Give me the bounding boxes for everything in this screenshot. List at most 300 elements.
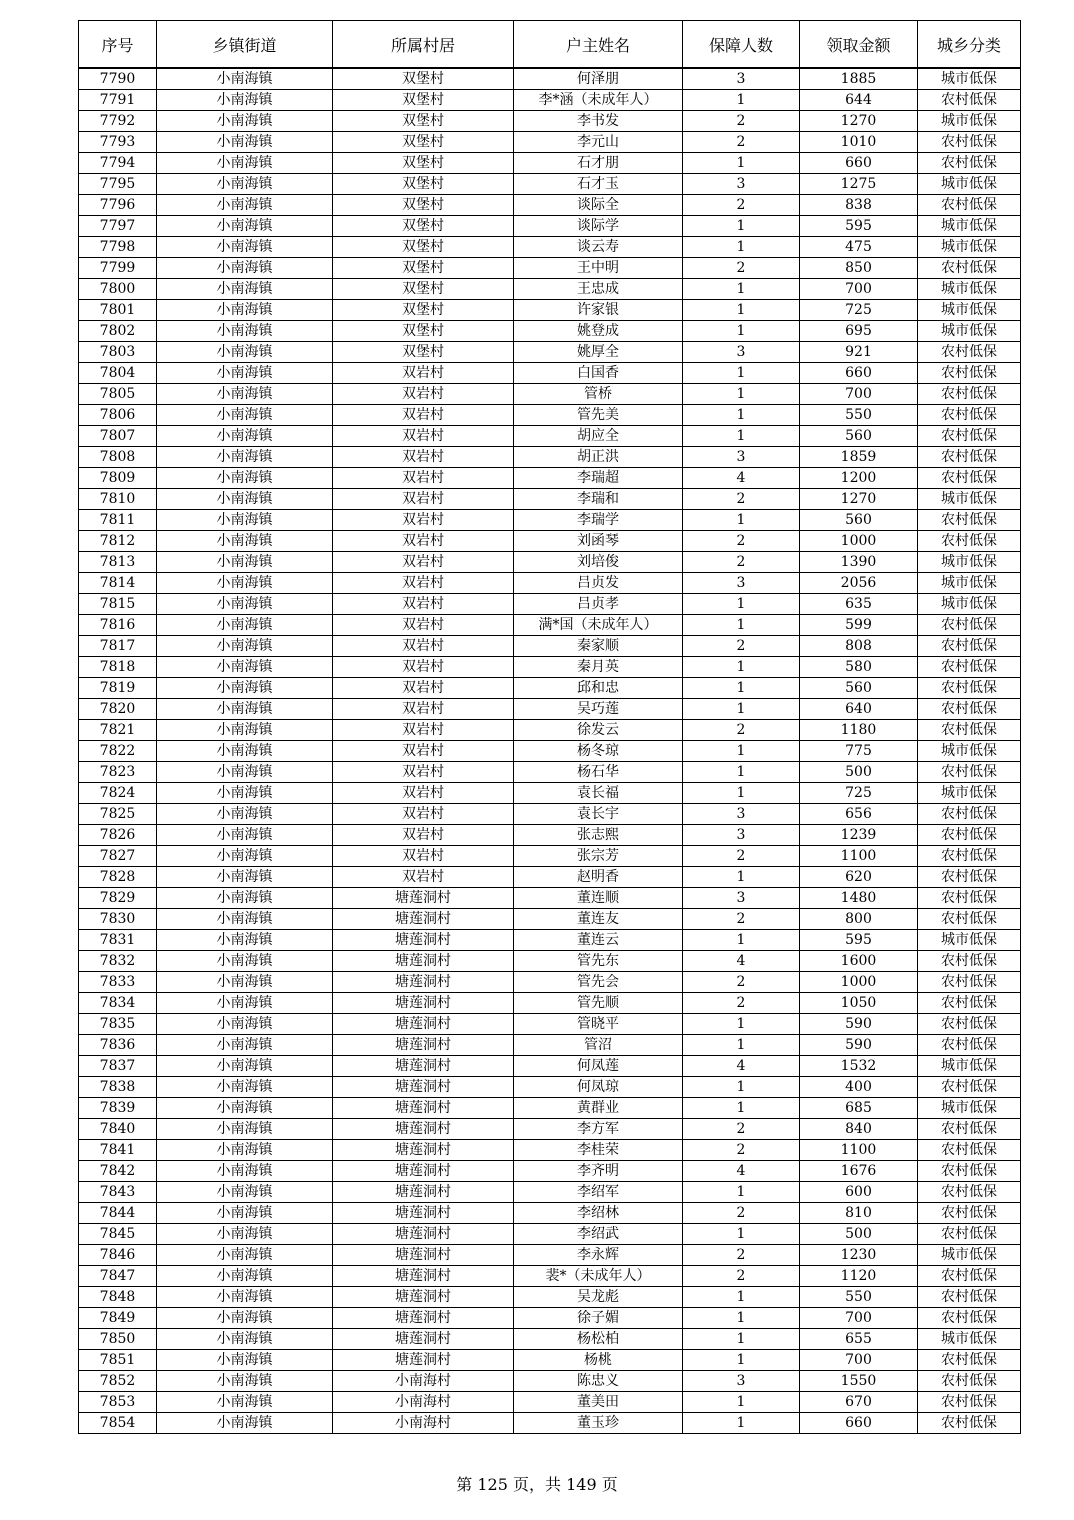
cell-amount: 644 (800, 90, 918, 111)
cell-township: 小南海镇 (157, 720, 333, 741)
cell-amount: 560 (800, 510, 918, 531)
table-row (79, 342, 1021, 363)
cell-category: 农村低保 (918, 825, 1021, 846)
table-row (79, 153, 1021, 174)
cell-township: 小南海镇 (157, 510, 333, 531)
table-row (79, 1413, 1021, 1434)
cell-covered-persons: 2 (683, 531, 800, 552)
cell-village: 双岩村 (333, 636, 514, 657)
cell-township: 小南海镇 (157, 237, 333, 258)
cell-covered-persons: 3 (683, 825, 800, 846)
cell-township: 小南海镇 (157, 174, 333, 195)
cell-village: 小南海村 (333, 1392, 514, 1413)
header-row (79, 21, 1021, 69)
cell-amount: 1676 (800, 1161, 918, 1182)
cell-serial: 7841 (79, 1140, 157, 1161)
cell-amount: 1550 (800, 1371, 918, 1392)
cell-village: 双岩村 (333, 804, 514, 825)
cell-amount: 921 (800, 342, 918, 363)
cell-township: 小南海镇 (157, 1161, 333, 1182)
cell-household-head: 王中明 (514, 258, 683, 279)
cell-village: 塘莲洞村 (333, 1224, 514, 1245)
cell-amount: 1390 (800, 552, 918, 573)
cell-serial: 7833 (79, 972, 157, 993)
cell-household-head: 杨松柏 (514, 1329, 683, 1350)
cell-amount: 1600 (800, 951, 918, 972)
cell-village: 双岩村 (333, 867, 514, 888)
cell-covered-persons: 1 (683, 930, 800, 951)
cell-amount: 1120 (800, 1266, 918, 1287)
cell-covered-persons: 3 (683, 573, 800, 594)
cell-township: 小南海镇 (157, 1182, 333, 1203)
cell-serial: 7827 (79, 846, 157, 867)
cell-amount: 725 (800, 300, 918, 321)
table-row (79, 1392, 1021, 1413)
cell-household-head: 裴*（未成年人） (514, 1266, 683, 1287)
cell-household-head: 刘培俊 (514, 552, 683, 573)
cell-village: 双堡村 (333, 111, 514, 132)
cell-amount: 700 (800, 279, 918, 300)
cell-covered-persons: 2 (683, 1119, 800, 1140)
cell-covered-persons: 1 (683, 1287, 800, 1308)
cell-village: 双堡村 (333, 68, 514, 90)
cell-serial: 7849 (79, 1308, 157, 1329)
header-village: 所属村居 (333, 21, 514, 69)
cell-township: 小南海镇 (157, 489, 333, 510)
cell-category: 农村低保 (918, 909, 1021, 930)
cell-category: 城市低保 (918, 1098, 1021, 1119)
cell-category: 农村低保 (918, 657, 1021, 678)
cell-category: 农村低保 (918, 1161, 1021, 1182)
table-row (79, 699, 1021, 720)
table-row (79, 68, 1021, 90)
cell-category: 农村低保 (918, 1350, 1021, 1371)
cell-amount: 1100 (800, 846, 918, 867)
cell-covered-persons: 1 (683, 153, 800, 174)
cell-household-head: 杨桃 (514, 1350, 683, 1371)
table-row (79, 1371, 1021, 1392)
table-row (79, 216, 1021, 237)
cell-amount: 1270 (800, 111, 918, 132)
cell-household-head: 杨石华 (514, 762, 683, 783)
table-row (79, 300, 1021, 321)
cell-covered-persons: 1 (683, 1350, 800, 1371)
cell-village: 塘莲洞村 (333, 1140, 514, 1161)
table-row (79, 720, 1021, 741)
cell-serial: 7805 (79, 384, 157, 405)
cell-village: 双岩村 (333, 678, 514, 699)
table-row (79, 615, 1021, 636)
cell-township: 小南海镇 (157, 1014, 333, 1035)
cell-covered-persons: 1 (683, 279, 800, 300)
cell-covered-persons: 2 (683, 1266, 800, 1287)
cell-serial: 7817 (79, 636, 157, 657)
cell-covered-persons: 1 (683, 426, 800, 447)
cell-township: 小南海镇 (157, 1119, 333, 1140)
table-row (79, 909, 1021, 930)
cell-covered-persons: 2 (683, 1140, 800, 1161)
cell-serial: 7797 (79, 216, 157, 237)
cell-amount: 1859 (800, 447, 918, 468)
cell-category: 农村低保 (918, 636, 1021, 657)
table-row (79, 762, 1021, 783)
cell-township: 小南海镇 (157, 342, 333, 363)
cell-township: 小南海镇 (157, 783, 333, 804)
cell-category: 农村低保 (918, 90, 1021, 111)
cell-village: 塘莲洞村 (333, 1056, 514, 1077)
cell-category: 农村低保 (918, 363, 1021, 384)
cell-covered-persons: 2 (683, 636, 800, 657)
cell-covered-persons: 1 (683, 1392, 800, 1413)
cell-amount: 2056 (800, 573, 918, 594)
cell-amount: 1180 (800, 720, 918, 741)
allowance-table-container (78, 20, 1020, 1434)
cell-amount: 590 (800, 1014, 918, 1035)
cell-serial: 7837 (79, 1056, 157, 1077)
cell-category: 农村低保 (918, 1308, 1021, 1329)
cell-household-head: 管先顺 (514, 993, 683, 1014)
cell-township: 小南海镇 (157, 699, 333, 720)
cell-covered-persons: 3 (683, 804, 800, 825)
cell-household-head: 李书发 (514, 111, 683, 132)
cell-amount: 1239 (800, 825, 918, 846)
cell-amount: 850 (800, 258, 918, 279)
cell-household-head: 董玉珍 (514, 1413, 683, 1434)
cell-category: 农村低保 (918, 468, 1021, 489)
cell-covered-persons: 1 (683, 1308, 800, 1329)
cell-serial: 7822 (79, 741, 157, 762)
cell-household-head: 吴龙彪 (514, 1287, 683, 1308)
cell-serial: 7818 (79, 657, 157, 678)
cell-household-head: 张志熙 (514, 825, 683, 846)
cell-household-head: 管先美 (514, 405, 683, 426)
cell-township: 小南海镇 (157, 762, 333, 783)
cell-household-head: 李永辉 (514, 1245, 683, 1266)
cell-covered-persons: 2 (683, 258, 800, 279)
cell-amount: 660 (800, 1413, 918, 1434)
table-row (79, 258, 1021, 279)
cell-amount: 620 (800, 867, 918, 888)
cell-serial: 7799 (79, 258, 157, 279)
cell-category: 城市低保 (918, 1056, 1021, 1077)
cell-village: 双堡村 (333, 132, 514, 153)
cell-amount: 1050 (800, 993, 918, 1014)
cell-covered-persons: 1 (683, 321, 800, 342)
table-row (79, 594, 1021, 615)
cell-amount: 700 (800, 1308, 918, 1329)
cell-covered-persons: 1 (683, 1014, 800, 1035)
cell-township: 小南海镇 (157, 1266, 333, 1287)
cell-household-head: 李桂荣 (514, 1140, 683, 1161)
cell-household-head: 姚登成 (514, 321, 683, 342)
cell-household-head: 何凤琼 (514, 1077, 683, 1098)
cell-serial: 7845 (79, 1224, 157, 1245)
table-row (79, 132, 1021, 153)
cell-covered-persons: 1 (683, 657, 800, 678)
cell-township: 小南海镇 (157, 888, 333, 909)
table-row (79, 510, 1021, 531)
table-row (79, 657, 1021, 678)
cell-covered-persons: 3 (683, 1371, 800, 1392)
cell-household-head: 赵明香 (514, 867, 683, 888)
cell-covered-persons: 4 (683, 1161, 800, 1182)
cell-category: 农村低保 (918, 1371, 1021, 1392)
cell-amount: 550 (800, 405, 918, 426)
cell-covered-persons: 1 (683, 762, 800, 783)
cell-category: 农村低保 (918, 972, 1021, 993)
cell-household-head: 李瑞学 (514, 510, 683, 531)
cell-village: 塘莲洞村 (333, 1266, 514, 1287)
table-row (79, 405, 1021, 426)
cell-covered-persons: 1 (683, 1224, 800, 1245)
table-row (79, 636, 1021, 657)
cell-village: 塘莲洞村 (333, 1308, 514, 1329)
cell-village: 双岩村 (333, 783, 514, 804)
table-row (79, 426, 1021, 447)
cell-serial: 7821 (79, 720, 157, 741)
cell-serial: 7829 (79, 888, 157, 909)
cell-amount: 1885 (800, 68, 918, 90)
cell-serial: 7852 (79, 1371, 157, 1392)
table-header (79, 21, 1021, 69)
cell-amount: 580 (800, 657, 918, 678)
cell-category: 农村低保 (918, 384, 1021, 405)
cell-household-head: 徐发云 (514, 720, 683, 741)
cell-household-head: 李绍林 (514, 1203, 683, 1224)
cell-covered-persons: 4 (683, 468, 800, 489)
cell-amount: 1000 (800, 972, 918, 993)
table-row (79, 447, 1021, 468)
table-row (79, 1245, 1021, 1266)
cell-village: 塘莲洞村 (333, 951, 514, 972)
cell-category: 城市低保 (918, 1245, 1021, 1266)
cell-village: 双岩村 (333, 510, 514, 531)
cell-township: 小南海镇 (157, 426, 333, 447)
cell-township: 小南海镇 (157, 825, 333, 846)
cell-category: 农村低保 (918, 720, 1021, 741)
table-row (79, 1077, 1021, 1098)
cell-township: 小南海镇 (157, 363, 333, 384)
cell-covered-persons: 1 (683, 615, 800, 636)
cell-household-head: 胡应全 (514, 426, 683, 447)
cell-household-head: 石才朋 (514, 153, 683, 174)
cell-household-head: 董连友 (514, 909, 683, 930)
cell-household-head: 管晓平 (514, 1014, 683, 1035)
cell-covered-persons: 1 (683, 363, 800, 384)
cell-village: 双堡村 (333, 300, 514, 321)
table-row (79, 468, 1021, 489)
cell-category: 城市低保 (918, 279, 1021, 300)
cell-amount: 1275 (800, 174, 918, 195)
cell-covered-persons: 3 (683, 68, 800, 90)
cell-covered-persons: 2 (683, 720, 800, 741)
cell-category: 农村低保 (918, 1203, 1021, 1224)
cell-household-head: 刘函琴 (514, 531, 683, 552)
cell-category: 城市低保 (918, 1329, 1021, 1350)
cell-village: 双岩村 (333, 468, 514, 489)
cell-serial: 7809 (79, 468, 157, 489)
cell-village: 双岩村 (333, 741, 514, 762)
cell-serial: 7840 (79, 1119, 157, 1140)
cell-category: 城市低保 (918, 930, 1021, 951)
cell-household-head: 吴巧莲 (514, 699, 683, 720)
table-row (79, 1308, 1021, 1329)
cell-serial: 7847 (79, 1266, 157, 1287)
cell-category: 城市低保 (918, 216, 1021, 237)
table-row (79, 174, 1021, 195)
cell-category: 农村低保 (918, 258, 1021, 279)
cell-covered-persons: 1 (683, 300, 800, 321)
cell-township: 小南海镇 (157, 1413, 333, 1434)
cell-covered-persons: 1 (683, 1329, 800, 1350)
cell-category: 城市低保 (918, 573, 1021, 594)
cell-village: 小南海村 (333, 1371, 514, 1392)
cell-category: 城市低保 (918, 321, 1021, 342)
cell-township: 小南海镇 (157, 1056, 333, 1077)
cell-household-head: 董连顺 (514, 888, 683, 909)
cell-amount: 685 (800, 1098, 918, 1119)
cell-village: 双岩村 (333, 657, 514, 678)
cell-household-head: 秦月英 (514, 657, 683, 678)
cell-village: 双堡村 (333, 258, 514, 279)
cell-category: 城市低保 (918, 489, 1021, 510)
cell-village: 塘莲洞村 (333, 1119, 514, 1140)
cell-township: 小南海镇 (157, 1392, 333, 1413)
cell-category: 城市低保 (918, 552, 1021, 573)
cell-covered-persons: 1 (683, 741, 800, 762)
cell-category: 农村低保 (918, 1182, 1021, 1203)
cell-covered-persons: 2 (683, 993, 800, 1014)
cell-amount: 695 (800, 321, 918, 342)
cell-serial: 7802 (79, 321, 157, 342)
cell-covered-persons: 2 (683, 909, 800, 930)
header-covered-persons: 保障人数 (683, 21, 800, 69)
cell-covered-persons: 1 (683, 594, 800, 615)
cell-serial: 7848 (79, 1287, 157, 1308)
cell-amount: 1010 (800, 132, 918, 153)
table-row (79, 1287, 1021, 1308)
cell-category: 农村低保 (918, 1224, 1021, 1245)
cell-covered-persons: 1 (683, 867, 800, 888)
cell-category: 农村低保 (918, 1392, 1021, 1413)
cell-amount: 560 (800, 426, 918, 447)
cell-township: 小南海镇 (157, 636, 333, 657)
cell-village: 双岩村 (333, 825, 514, 846)
table-row (79, 972, 1021, 993)
cell-township: 小南海镇 (157, 153, 333, 174)
cell-amount: 655 (800, 1329, 918, 1350)
cell-covered-persons: 4 (683, 1056, 800, 1077)
cell-township: 小南海镇 (157, 1224, 333, 1245)
cell-township: 小南海镇 (157, 1308, 333, 1329)
table-row (79, 741, 1021, 762)
table-row (79, 1119, 1021, 1140)
cell-village: 双岩村 (333, 846, 514, 867)
cell-amount: 800 (800, 909, 918, 930)
cell-village: 塘莲洞村 (333, 909, 514, 930)
cell-household-head: 管沼 (514, 1035, 683, 1056)
cell-serial: 7842 (79, 1161, 157, 1182)
cell-household-head: 满*国（未成年人） (514, 615, 683, 636)
cell-household-head: 管先会 (514, 972, 683, 993)
cell-serial: 7791 (79, 90, 157, 111)
cell-category: 城市低保 (918, 111, 1021, 132)
cell-township: 小南海镇 (157, 657, 333, 678)
cell-household-head: 董美田 (514, 1392, 683, 1413)
cell-village: 双堡村 (333, 195, 514, 216)
cell-township: 小南海镇 (157, 867, 333, 888)
cell-township: 小南海镇 (157, 68, 333, 90)
cell-township: 小南海镇 (157, 321, 333, 342)
cell-household-head: 黄群业 (514, 1098, 683, 1119)
cell-covered-persons: 3 (683, 888, 800, 909)
header-category: 城乡分类 (918, 21, 1021, 69)
cell-serial: 7830 (79, 909, 157, 930)
cell-household-head: 袁长福 (514, 783, 683, 804)
header-household-head: 户主姓名 (514, 21, 683, 69)
cell-household-head: 谈际学 (514, 216, 683, 237)
cell-category: 农村低保 (918, 804, 1021, 825)
cell-category: 城市低保 (918, 741, 1021, 762)
cell-covered-persons: 2 (683, 489, 800, 510)
cell-covered-persons: 1 (683, 384, 800, 405)
cell-village: 塘莲洞村 (333, 1287, 514, 1308)
table-row (79, 384, 1021, 405)
table-row (79, 321, 1021, 342)
cell-township: 小南海镇 (157, 741, 333, 762)
cell-amount: 840 (800, 1119, 918, 1140)
table-row (79, 1035, 1021, 1056)
cell-category: 农村低保 (918, 1077, 1021, 1098)
cell-household-head: 许家银 (514, 300, 683, 321)
cell-category: 农村低保 (918, 846, 1021, 867)
cell-household-head: 何凤莲 (514, 1056, 683, 1077)
table-row (79, 825, 1021, 846)
cell-serial: 7836 (79, 1035, 157, 1056)
cell-household-head: 陈忠义 (514, 1371, 683, 1392)
cell-village: 塘莲洞村 (333, 1098, 514, 1119)
cell-serial: 7828 (79, 867, 157, 888)
cell-covered-persons: 2 (683, 132, 800, 153)
cell-category: 城市低保 (918, 594, 1021, 615)
table-row (79, 783, 1021, 804)
cell-township: 小南海镇 (157, 384, 333, 405)
cell-amount: 599 (800, 615, 918, 636)
cell-household-head: 杨冬琼 (514, 741, 683, 762)
cell-serial: 7846 (79, 1245, 157, 1266)
cell-household-head: 李齐明 (514, 1161, 683, 1182)
cell-household-head: 管先东 (514, 951, 683, 972)
cell-category: 农村低保 (918, 678, 1021, 699)
cell-covered-persons: 1 (683, 678, 800, 699)
cell-township: 小南海镇 (157, 300, 333, 321)
cell-amount: 1000 (800, 531, 918, 552)
table-row (79, 1182, 1021, 1203)
cell-village: 双岩村 (333, 615, 514, 636)
cell-serial: 7813 (79, 552, 157, 573)
cell-covered-persons: 4 (683, 951, 800, 972)
table-row (79, 363, 1021, 384)
cell-household-head: 白国香 (514, 363, 683, 384)
cell-village: 塘莲洞村 (333, 1245, 514, 1266)
table-row (79, 237, 1021, 258)
cell-village: 双堡村 (333, 174, 514, 195)
cell-covered-persons: 1 (683, 783, 800, 804)
cell-village: 双岩村 (333, 720, 514, 741)
cell-amount: 808 (800, 636, 918, 657)
cell-serial: 7804 (79, 363, 157, 384)
cell-household-head: 吕贞发 (514, 573, 683, 594)
